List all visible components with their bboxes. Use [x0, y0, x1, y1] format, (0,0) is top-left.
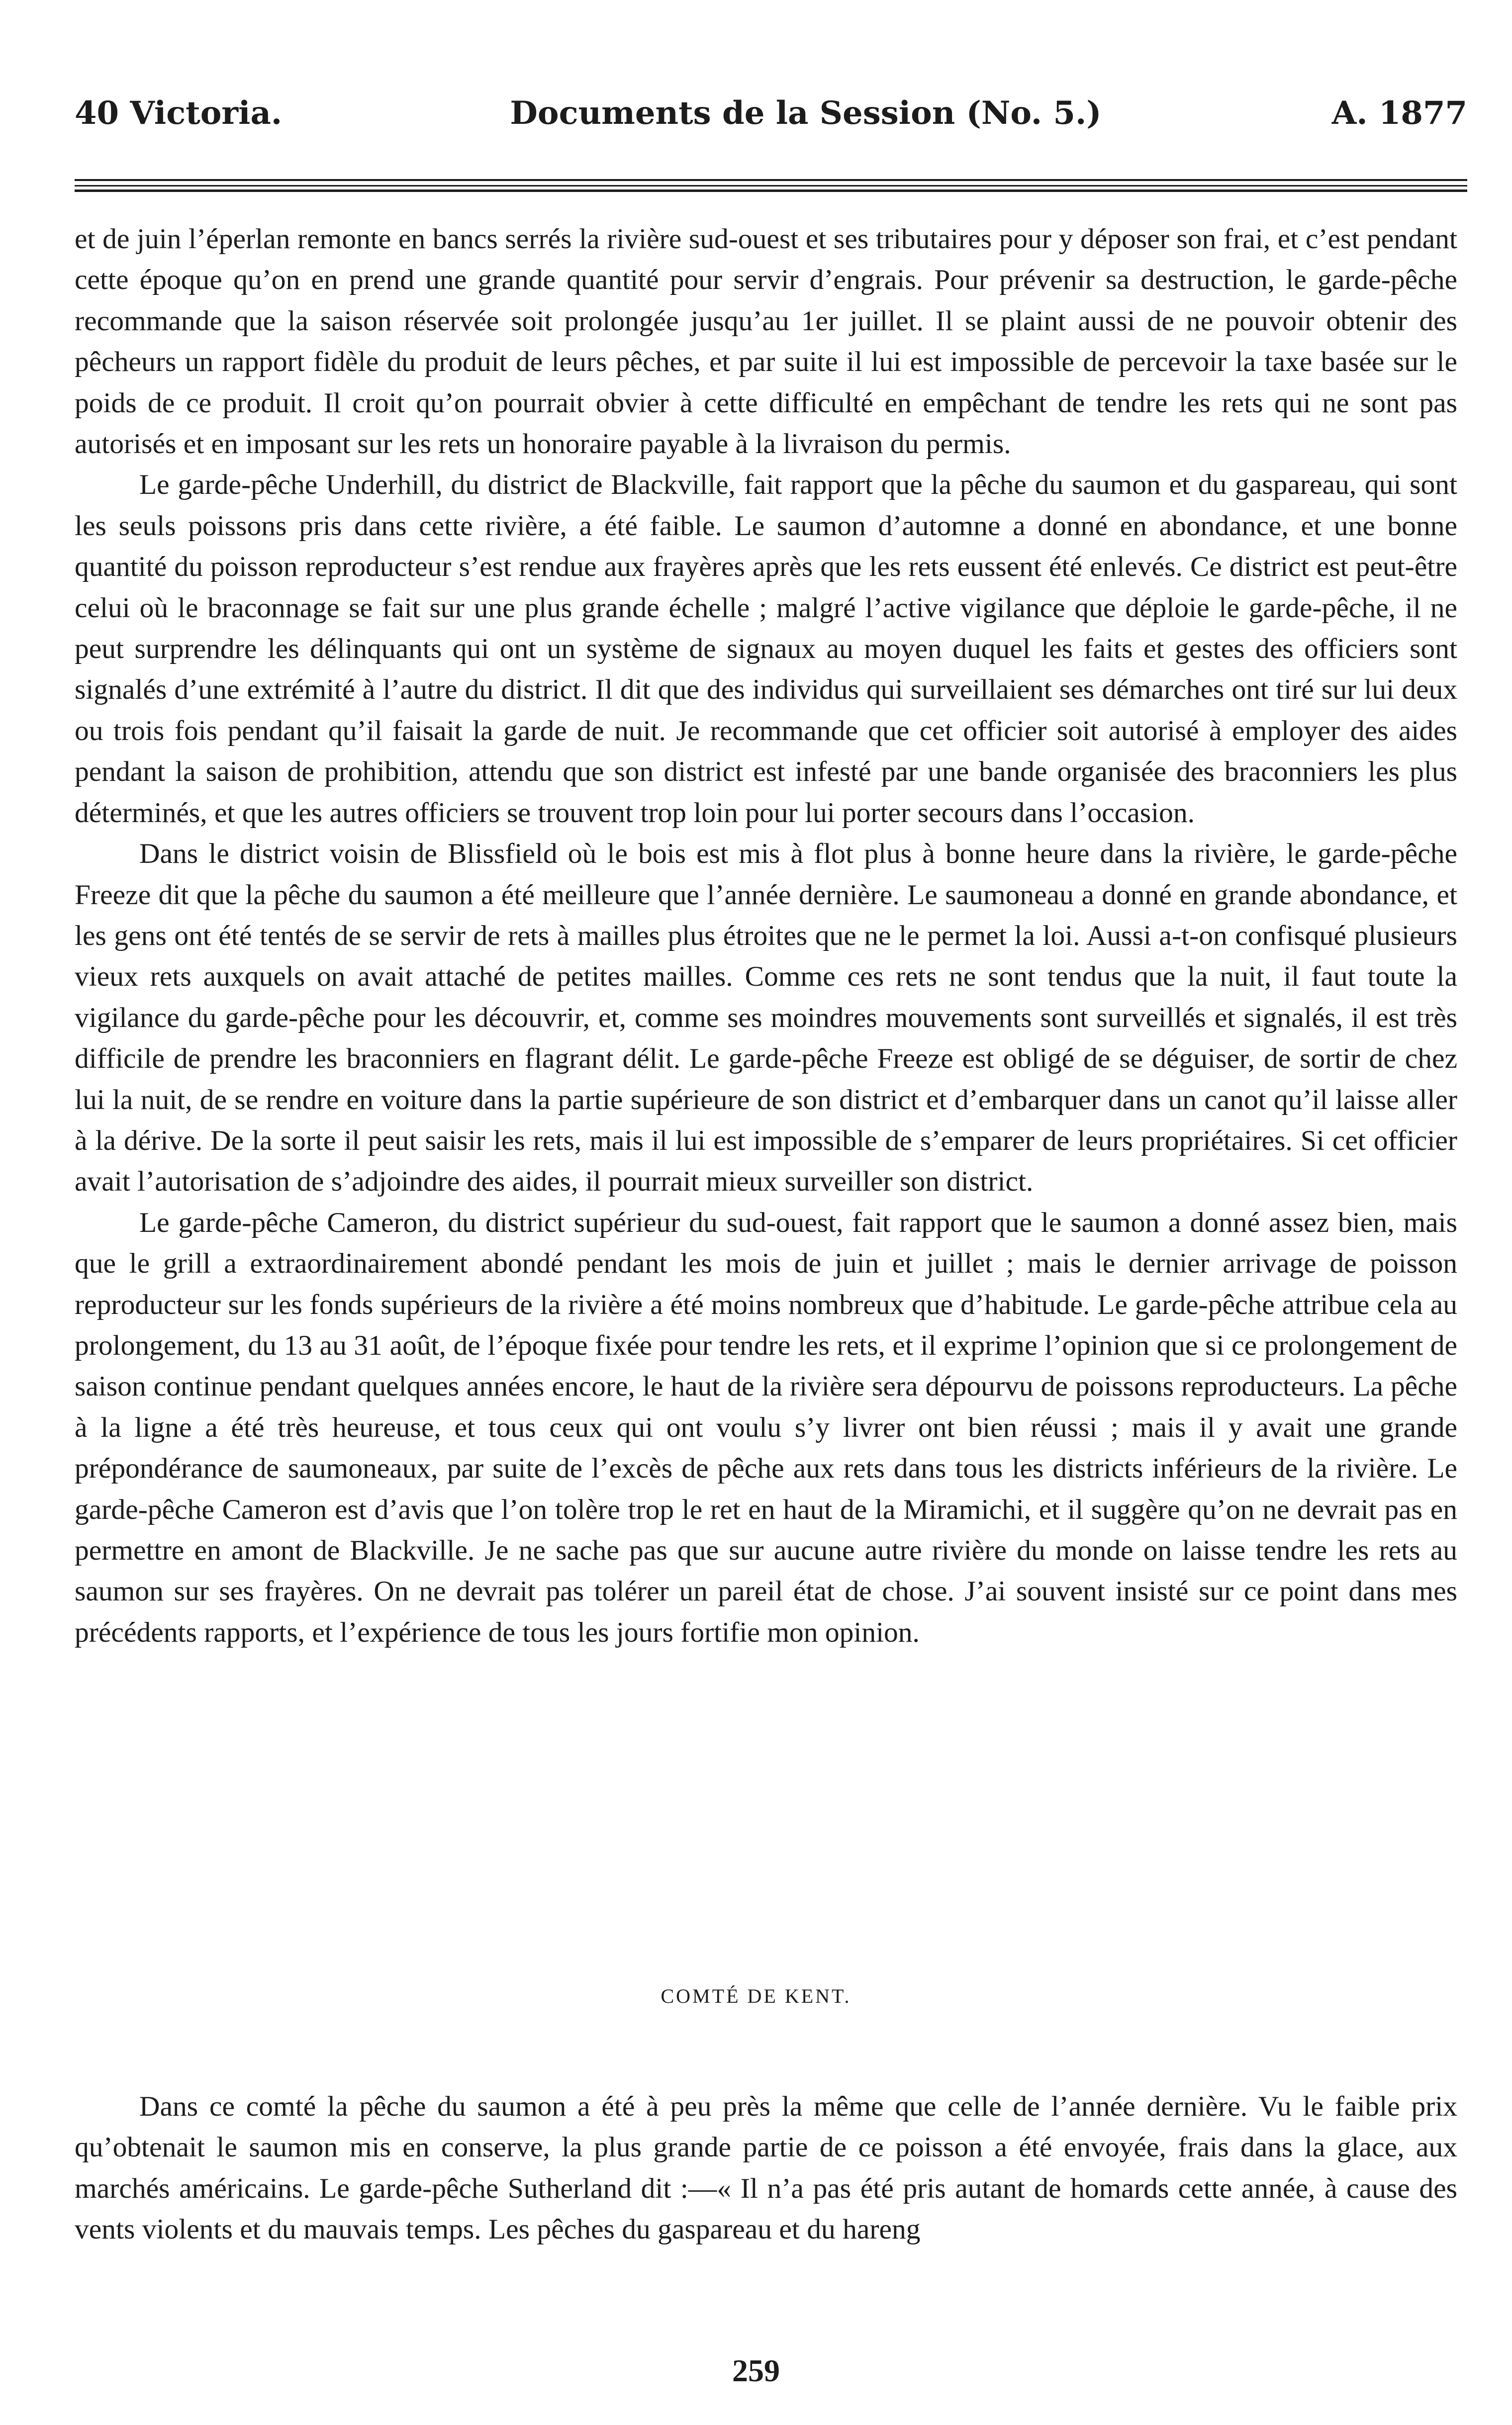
- main-text: [75, 219, 1457, 1653]
- header-rule-bottom: [75, 189, 1467, 192]
- paragraph: Dans le district voisin de Blissfield où le bois est mis à flot plus à bonne heure dans la rivière, le garde-pêche Freeze dit que la pêche du saumon a été meilleure que l’année dernière. Le saumoneau a donné en grande abondance, et les gens ont été tentés de se servir de rets à mailles plus étroites que ne le permet la loi. Aussi a-t-on confisqué plusieurs vieux rets auxquels on avait attaché de petites mailles. Comme ces rets ne sont tendus que la nuit, il faut toute la vigilance du garde-pêche pour les découvrir, et, comme ses moindres mouvements sont surveillés et signalés, il est très difficile de prendre les braconniers en flagrant délit. Le garde-pêche Freeze est obligé de se déguiser, de sortir de chez lui la nuit, de se rendre en voiture dans la partie supérieure de son district et d’embarquer dans un canot qu’il laisse aller à la dérive. De la sorte il peut saisir les rets, mais il lui est impossible de s’emparer de leurs propriétaires. Si cet officier avait l’autorisation de s’adjoindre des aides, il pourrait mieux surveiller son district.: [75, 838, 1457, 1198]
- page-number: 259: [732, 2353, 780, 2388]
- running-header: [75, 85, 1467, 139]
- paragraph: et de juin l’éperlan remonte en bancs serrés la rivière sud-ouest et ses tributaires pour y déposer son frai, et c’est pendant cette époque qu’on en prend une grande quantité pour servir d’engrais. Pour prévenir sa destruction, le garde-pêche recommande que la saison réservée soit prolongée jusqu’au 1er juillet. Il se plaint aussi de ne pouvoir obtenir des pêcheurs un rapport fidèle du produit de leurs pêches, et par suite il lui est impossible de percevoir la taxe basée sur le poids de ce produit. Il croit qu’on pourrait obvier à cette difficulté en empêchant de tendre les rets qui ne sont pas autorisés et en imposant sur les rets un honoraire payable à la livraison du permis.: [75, 223, 1457, 460]
- header-rule-middle: [75, 185, 1467, 187]
- paragraph: Le garde-pêche Underhill, du district de Blackville, fait rapport que la pêche du saumon et du gaspareau, qui sont les seuls poissons pris dans cette rivière, a été faible. Le saumon d’automne a donné en abondance, et une bonne quantité du poisson reproducteur s’est rendue aux frayères après que les rets eussent été enlevés. Ce district est peut-être celui où le braconnage se fait sur une plus grande échelle ; malgré l’active vigilance que déploie le garde-pêche, il ne peut surprendre les délinquants qui ont un système de signaux au moyen duquel les faits et gestes des officiers sont signalés d’une extrémité à l’autre du district. Il dit que des individus qui surveillaient ses démarches ont tiré sur lui deux ou trois fois pendant qu’il faisait la garde de nuit. Je recommande que cet officier soit autorisé à employer des aides pendant la saison de prohibition, attendu que son district est infesté par une bande organisée des braconniers les plus déterminés, et que les autres officiers se trouvent trop loin pour lui porter secours dans l’occasion.: [75, 469, 1457, 829]
- paragraph: Le garde-pêche Cameron, du district supérieur du sud-ouest, fait rapport que le saumon a donné assez bien, mais que le grill a extraordinairement abondé pendant les mois de juin et juillet ; mais le dernier arrivage de poisson reproducteur sur les fonds supérieurs de la rivière a été moins nombreux que d’habitude. Le garde-pêche attribue cela au prolongement, du 13 au 31 août, de l’époque fixée pour tendre les rets, et il exprime l’opinion que si ce prolongement de saison continue pendant quelques années encore, le haut de la rivière sera dépourvu de poissons reproducteurs. La pêche à la ligne a été très heureuse, et tous ceux qui ont voulu s’y livrer ont bien réussi ; mais il y avait une grande prépondérance de saumoneaux, par suite de l’excès de pêche aux rets dans tous les districts inférieurs de la rivière. Le garde-pêche Cameron est d’avis que l’on tolère trop le ret en haut de la Miramichi, et il suggère qu’on ne devrait pas en permettre en amont de Blackville. Je ne sache pas que sur aucune autre rivière du monde on laisse tendre les rets au saumon sur ses frayères. On ne devrait pas tolérer un pareil état de chose. J’ai souvent insisté sur ce point dans mes précédents rapports, et l’expérience de tous les jours fortifie mon opinion.: [75, 1207, 1457, 1648]
- header-rule-top: [75, 179, 1467, 181]
- header-year: A. 1877: [1331, 94, 1467, 132]
- header-title: Documents de la Session (No. 5.): [510, 94, 1102, 132]
- header-volume: 40 Victoria.: [75, 94, 283, 132]
- paragraph: Dans ce comté la pêche du saumon a été à peu près la même que celle de l’année dernière. Vu le faible prix qu’obtenait le saumon mis en conserve, la plus grande partie de ce poisson a été envoyée, frais dans la glace, aux marchés américains. Le garde-pêche Sutherland dit :—« Il n’a pas été pris autant de homards cette année, à cause des vents violents et du mauvais temps. Les pêches du gaspareau et du hareng: [75, 2091, 1457, 2245]
- section-text: [75, 2086, 1457, 2250]
- section-heading: COMTÉ DE KENT.: [661, 1985, 851, 2007]
